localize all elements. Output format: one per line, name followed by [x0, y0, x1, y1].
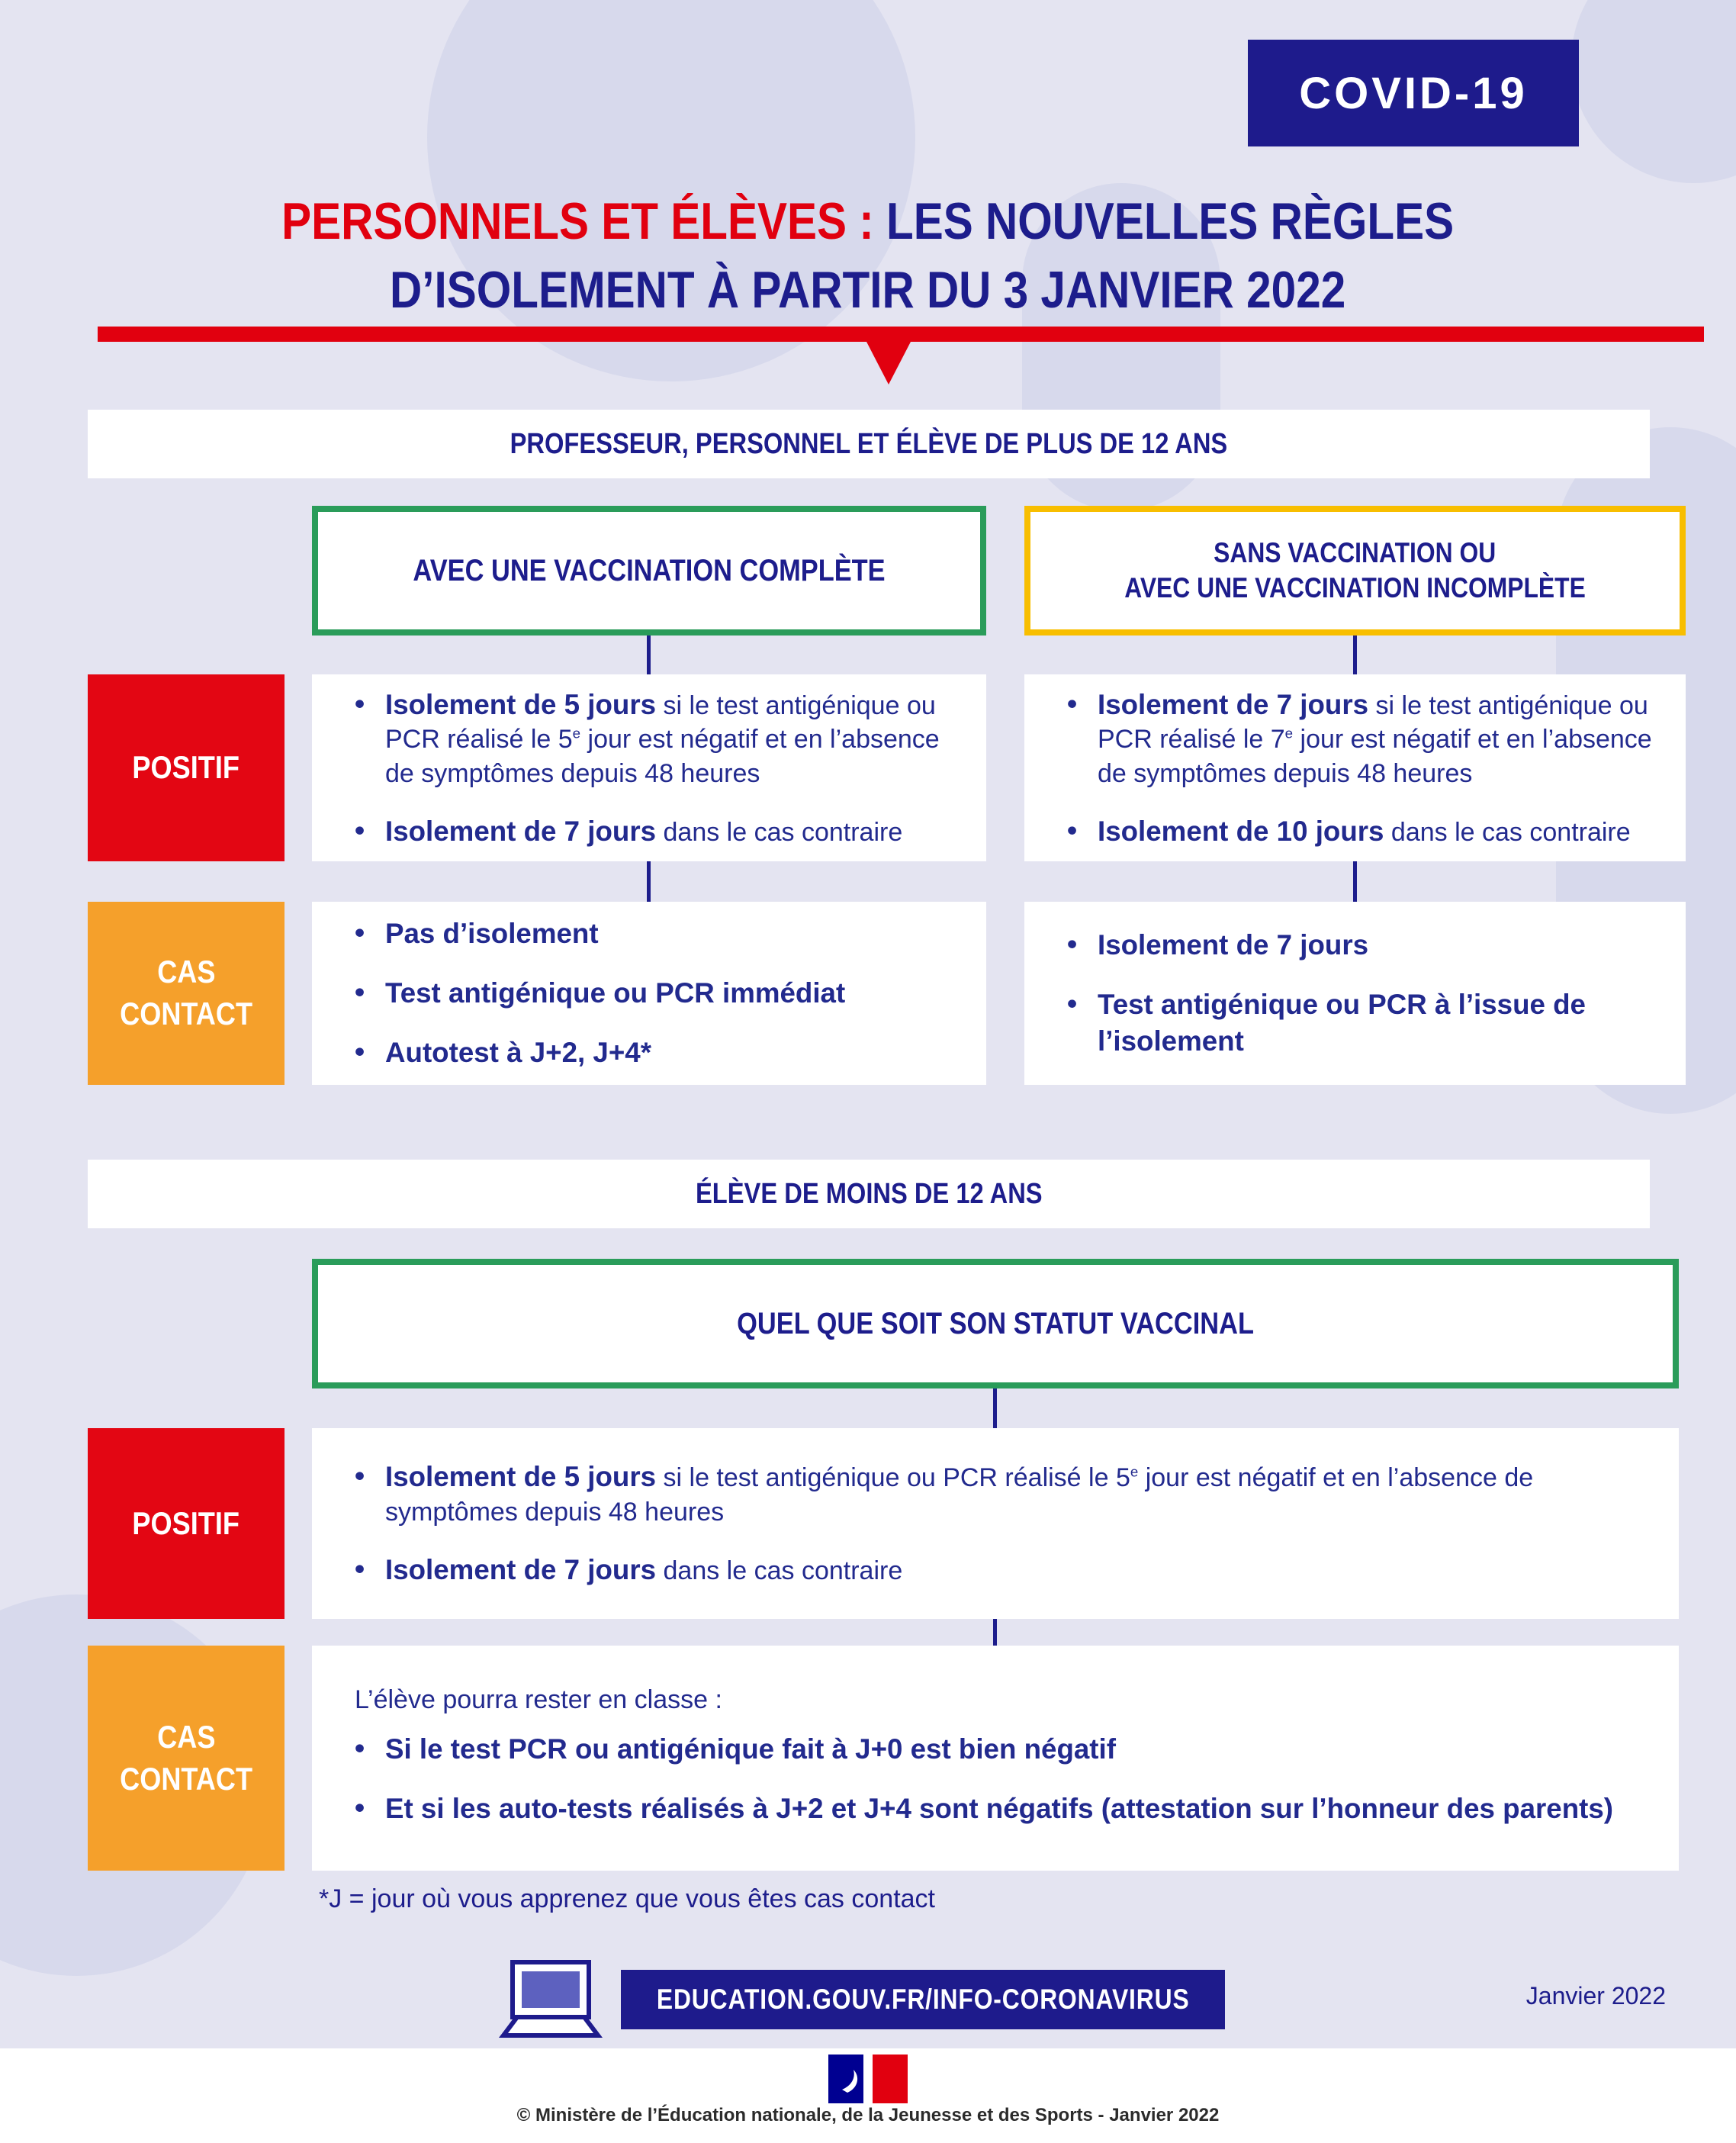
- positif-label-text: POSITIF: [132, 749, 240, 786]
- copyright-text: © Ministère de l’Éducation nationale, de la Jeunesse et des Sports - Janvier 2022: [516, 2105, 1220, 2125]
- covid-badge: COVID-19: [1248, 40, 1579, 146]
- bullet-text: jour est négatif et en l’absence de symptômes depuis 48 heures: [385, 1463, 1534, 1527]
- site-link-banner[interactable]: [621, 1970, 1225, 2029]
- date-label: Janvier 2022: [1525, 1982, 1666, 2009]
- positif-unvaccinated-content: [1024, 674, 1686, 861]
- cas-contact-intro: L’élève pourra rester en classe :: [355, 1684, 722, 1714]
- bullet-text: si le test antigénique ou PCR réalisé le 5: [656, 1463, 1130, 1493]
- positif-label: [88, 674, 285, 861]
- list-item: [355, 1731, 1648, 1768]
- footer-band: [0, 2048, 1736, 2143]
- list-item: [355, 1034, 956, 1071]
- any-vaccine-status-box: [312, 1259, 1679, 1388]
- bullet-bold: Isolement de 7 jours: [385, 815, 657, 847]
- section-under12-header-text: ÉLÈVE DE MOINS DE 12 ANS: [695, 1177, 1043, 1210]
- bullet-text: jour est négatif et en l’absence de symptômes depuis 48 heures: [1098, 725, 1652, 788]
- cas-contact-label-text-2: CONTACT: [120, 1760, 252, 1797]
- bullet-bold: Si le test PCR ou antigénique fait à J+0 est bien négatif: [385, 1733, 1116, 1765]
- title-underline-rule: [98, 327, 1704, 342]
- cas-contact-unvaccinated-content: [1024, 902, 1686, 1085]
- cas-contact-under12-content: [312, 1646, 1679, 1871]
- list-item: [355, 813, 956, 850]
- list-item: [355, 687, 956, 790]
- positif-label: [88, 1428, 285, 1619]
- list-item: [1067, 687, 1655, 790]
- section-over12-header: [88, 410, 1650, 478]
- unvaccinated-header-box: [1024, 506, 1686, 635]
- title-line-2: [390, 256, 1345, 325]
- bullet-bold: Isolement de 7 jours: [1098, 688, 1369, 720]
- list-item: [355, 1552, 1648, 1588]
- bullet-bold: Autotest à J+2, J+4*: [385, 1036, 651, 1068]
- connector-line: [1353, 635, 1357, 674]
- bullet-text: dans le cas contraire: [1384, 817, 1631, 847]
- site-link-text: EDUCATION.GOUV.FR/INFO-CORONAVIRUS: [656, 1984, 1190, 2015]
- section-over12-header-text: PROFESSEUR, PERSONNEL ET ÉLÈVE DE PLUS DE 12 ANS: [510, 427, 1228, 460]
- cas-contact-label-text-1: CAS: [156, 1718, 216, 1755]
- bullet-bold: Et si les auto-tests réalisés à J+2 et J+4 sont négatifs (attestation sur l’honneur des parents): [385, 1792, 1614, 1824]
- list-item: [355, 1791, 1648, 1827]
- bullet-bold: Isolement de 7 jours: [1098, 929, 1369, 961]
- bullet-bold: Test antigénique ou PCR à l’issue de l’isolement: [1098, 989, 1586, 1057]
- connector-line: [1353, 861, 1357, 902]
- connector-line: [647, 861, 651, 902]
- list-item: [1067, 813, 1655, 850]
- list-item: [355, 915, 956, 952]
- any-vaccine-status-text: QUEL QUE SOIT SON STATUT VACCINAL: [737, 1307, 1254, 1340]
- connector-line: [647, 635, 651, 674]
- bullet-bold: Isolement de 5 jours: [385, 1461, 657, 1493]
- vaccinated-header-box: [312, 506, 986, 635]
- list-item: [1067, 927, 1655, 964]
- positif-vaccinated-content: [312, 674, 986, 861]
- main-title: [0, 188, 1736, 325]
- footnote: *J = jour où vous apprenez que vous êtes cas contact: [319, 1884, 935, 1913]
- list-item: [355, 975, 956, 1012]
- bullet-bold: Pas d’isolement: [385, 918, 599, 950]
- bullet-bold: Isolement de 5 jours: [385, 688, 657, 720]
- cas-contact-label: [88, 1646, 285, 1871]
- bullet-text: dans le cas contraire: [656, 817, 903, 847]
- positif-label-text: POSITIF: [132, 1504, 240, 1541]
- cas-contact-label-text-2: CONTACT: [120, 996, 252, 1031]
- list-item: [1067, 986, 1655, 1059]
- down-arrow-icon: [866, 340, 911, 385]
- bullet-bold: Isolement de 10 jours: [1098, 815, 1384, 847]
- cas-contact-vaccinated-content: [312, 902, 986, 1085]
- title-line-1: [281, 188, 1454, 256]
- bullet-text: dans le cas contraire: [656, 1556, 903, 1586]
- connector-line: [993, 1619, 997, 1646]
- bullet-text: si le test antigénique ou PCR réalisé le 5: [385, 690, 936, 755]
- title-red-text: PERSONNELS ET ÉLÈVES :: [281, 192, 875, 250]
- section-under12-header: [88, 1160, 1650, 1228]
- positif-under12-content: [312, 1428, 1679, 1619]
- government-logo: [818, 2055, 918, 2103]
- unvaccinated-header-text-2: AVEC UNE VACCINATION INCOMPLÈTE: [1124, 572, 1586, 603]
- superscript: e: [1284, 725, 1294, 742]
- list-item: [355, 1459, 1648, 1529]
- superscript: e: [572, 725, 581, 742]
- laptop-icon: [494, 1959, 607, 2042]
- cas-contact-label: [88, 902, 285, 1085]
- superscript: e: [1130, 1463, 1139, 1480]
- title-blue-text-2: D’ISOLEMENT À PARTIR DU 3 JANVIER 2022: [390, 260, 1346, 319]
- cas-contact-label-text-1: CAS: [156, 954, 216, 990]
- unvaccinated-header-text-1: SANS VACCINATION OU: [1214, 536, 1496, 568]
- title-blue-text-1: LES NOUVELLES RÈGLES: [874, 192, 1455, 250]
- bullet-text: jour est négatif et en l’absence de symptômes depuis 48 heures: [385, 725, 940, 788]
- vaccinated-header-text: AVEC UNE VACCINATION COMPLÈTE: [413, 554, 886, 587]
- bullet-text: si le test antigénique ou PCR réalisé le 7: [1098, 690, 1648, 755]
- bullet-bold: Test antigénique ou PCR immédiat: [385, 977, 846, 1009]
- bullet-bold: Isolement de 7 jours: [385, 1554, 657, 1586]
- background-virus-shape: [1571, 0, 1736, 183]
- connector-line: [993, 1388, 997, 1428]
